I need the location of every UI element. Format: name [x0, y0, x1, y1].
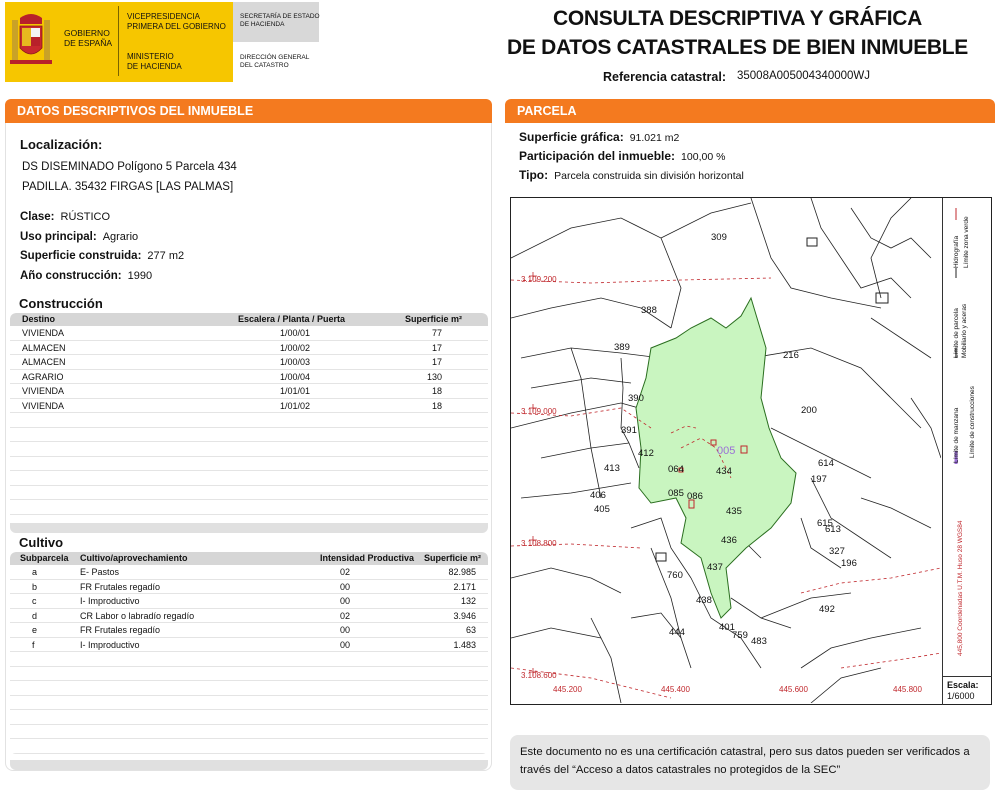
table-cell: VIVIENDA — [22, 328, 65, 338]
table-cell: 00 — [340, 625, 351, 635]
coord-x-label: 445.600 — [779, 685, 808, 694]
parcel-number-label: 005 — [717, 445, 736, 457]
table-cell: 02 — [340, 610, 351, 621]
table-cell: FR Frutales regadío — [80, 581, 161, 592]
coord-y-label: 3.108.600 — [521, 671, 557, 680]
parcel-number-label: 389 — [614, 342, 630, 353]
parcel-number-label: 196 — [841, 558, 857, 569]
construccion-table-header: Destino Escalera / Planta / Puerta Superficie m² — [10, 313, 488, 326]
table-row — [10, 609, 488, 624]
table-row — [10, 638, 488, 653]
disclaimer-note: Este documento no es una certificación catastral, pero sus datos pueden ser verificados a través del “Acceso a datos catastrales no protegidos de la SEC” — [510, 735, 990, 790]
ref-value: 35008A005004340000WJ — [737, 70, 871, 82]
table-cell: 00 — [340, 581, 351, 592]
parcel-number-label: 327 — [829, 546, 845, 557]
table-cell: c — [32, 596, 37, 606]
legend-mobiliario: Mobiliario y aceras — [961, 303, 968, 358]
legend-hidrografia: Hidrografía — [953, 235, 960, 268]
map-scale: Escala: 1/6000 — [942, 676, 992, 705]
table-cell: 18 — [431, 400, 442, 411]
secretaria-text: SECRETARÍA DE ESTADO DE HACIENDA — [240, 13, 320, 28]
cultivo-table-header: Subparcela Cultivo/aprovechamiento Intensidad Productiva Superficie m² — [10, 552, 488, 565]
parcel-number-label: 412 — [638, 448, 654, 459]
table-cell: 77 — [431, 328, 442, 338]
table-row — [10, 384, 488, 399]
table-cell: b — [32, 581, 38, 592]
parcel-number-label: 444 — [669, 627, 685, 638]
parcel-number-label: 759 — [732, 630, 748, 641]
parcel-number-label: 085 — [668, 488, 684, 499]
parcel-number-label: 615 — [817, 518, 833, 529]
parcel-number-label: 406 — [590, 490, 606, 501]
table-cell: 17 — [431, 357, 442, 367]
parcel-number-label: 435 — [726, 506, 742, 517]
legend-crs: 445,800 Coordenadas U.T.M. Huso 28 WGS84 — [957, 520, 964, 656]
parcel-number-label: 216 — [783, 350, 799, 361]
referencia-catastral — [603, 70, 871, 84]
cadastral-map[interactable] — [510, 197, 992, 705]
parcel-number-label: 401 — [719, 622, 735, 633]
table-row — [10, 442, 488, 457]
table-cell: 1/00/02 — [280, 342, 311, 353]
legend-limite-parcela: Límite de parcela — [953, 308, 960, 358]
coord-y-label: 3.108.800 — [521, 539, 557, 548]
table-cell: 1.483 — [453, 639, 476, 650]
table-row — [10, 667, 488, 682]
datos-descriptivos-header: DATOS DESCRIPTIVOS DEL INMUEBLE — [5, 99, 492, 123]
parcel-number-label: 413 — [604, 463, 620, 474]
coord-y-label: 3.109.200 — [521, 275, 557, 284]
table-cell: 1/00/04 — [280, 371, 311, 382]
coord-y-label: 3.109.000 — [521, 407, 557, 416]
coord-x-label: 445.200 — [553, 685, 582, 694]
parcel-number-label: 613 — [825, 524, 841, 535]
table-row — [10, 580, 488, 595]
parcel-number-label: 200 — [801, 405, 817, 416]
table-cell: VIVIENDA — [22, 386, 65, 396]
table-row — [10, 457, 488, 472]
table-row — [10, 565, 488, 580]
table-cell: a — [32, 567, 38, 577]
table-row — [10, 399, 488, 414]
table-row — [10, 500, 488, 515]
table-cell: 63 — [465, 625, 476, 635]
table-cell: 00 — [340, 639, 351, 650]
table-cell: e — [32, 625, 38, 635]
table-row — [10, 652, 488, 667]
superficie-construida-field: Superficie construida: 277 m2 — [20, 250, 185, 262]
table-cell: FR Frutales regadío — [80, 625, 161, 635]
parcel-number-label: 086 — [687, 491, 703, 502]
legend-construcciones: Límite de construcciones — [969, 386, 976, 458]
parcel-number-label: 437 — [707, 562, 723, 573]
cultivo-title: Cultivo — [19, 535, 64, 550]
vicepresidencia-text: VICEPRESIDENCIA PRIMERA DEL GOBIERNO — [127, 12, 226, 31]
table-row — [10, 739, 488, 754]
table-cell: ALMACEN — [22, 357, 66, 367]
parcel-number-label: 388 — [641, 305, 657, 316]
table-cell: 3.946 — [453, 610, 476, 621]
map-drawing — [511, 198, 941, 703]
table-row — [10, 710, 488, 725]
table-row — [10, 681, 488, 696]
table-row — [10, 594, 488, 609]
localizacion-line2: PADILLA. 35432 FIRGAS [LAS PALMAS] — [22, 181, 234, 193]
table-cell: 18 — [431, 386, 442, 396]
tipo-field: Tipo: Parcela construida sin división horizontal — [519, 168, 744, 182]
construccion-table — [10, 313, 488, 529]
parcel-number-label: 436 — [721, 535, 737, 546]
table-cell: CR Labor o labradío regadío — [80, 610, 195, 621]
table-cell: AGRARIO — [22, 371, 64, 382]
table-cell: 1/00/03 — [280, 357, 311, 367]
table-cell: E- Pastos — [80, 567, 120, 577]
anio-construccion-field: Año construcción: 1990 — [20, 270, 153, 282]
parcela-header: PARCELA — [505, 99, 995, 123]
gobierno-text: GOBIERNO DE ESPAÑA — [64, 28, 113, 48]
ref-label: Referencia catastral: — [603, 70, 726, 84]
participacion-field: Participación del inmueble: 100,00 % — [519, 149, 726, 163]
ministerio-text: MINISTERIO DE HACIENDA — [127, 52, 182, 71]
coord-x-label: 445.800 — [893, 685, 922, 694]
table-row — [10, 370, 488, 385]
construccion-title: Construcción — [19, 296, 103, 311]
direccion-general-text: DIRECCIÓN GENERAL DEL CATASTRO — [240, 54, 310, 69]
parcel-number-label: 760 — [667, 570, 683, 581]
table-cell: 1/01/02 — [280, 400, 311, 411]
parcel-number-label: 434 — [716, 466, 732, 477]
cultivo-table-footer — [10, 760, 488, 770]
uso-principal-field: Uso principal: Agrario — [20, 231, 139, 243]
localizacion-label: Localización: — [20, 137, 103, 152]
table-row — [10, 355, 488, 370]
table-cell: I- Improductivo — [80, 596, 140, 606]
map-legend — [942, 198, 990, 676]
coord-x-label: 445.400 — [661, 685, 690, 694]
parcel-number-label: 064 — [668, 464, 684, 475]
clase-field: Clase: RÚSTICO — [20, 211, 111, 223]
table-cell: 1/01/01 — [280, 386, 311, 396]
localizacion-line1: DS DISEMINADO Polígono 5 Parcela 434 — [22, 161, 237, 173]
parcel-number-label: 438 — [696, 595, 712, 606]
parcel-number-label: 405 — [594, 504, 610, 515]
table-cell: 1/00/01 — [280, 328, 311, 338]
legend-zona-verde: Límite zona verde — [963, 216, 970, 268]
table-cell: ALMACEN — [22, 342, 66, 353]
table-row — [10, 428, 488, 443]
table-row — [10, 413, 488, 428]
table-row — [10, 341, 488, 356]
legend-drawing — [943, 198, 991, 676]
legend-limite-manzana: Límite de manzana — [953, 407, 960, 463]
table-row — [10, 725, 488, 740]
construccion-table-footer — [10, 523, 488, 533]
table-cell: VIVIENDA — [22, 400, 65, 411]
table-cell: 82.985 — [448, 567, 476, 577]
table-cell: 02 — [340, 567, 351, 577]
logo-divider — [118, 6, 119, 76]
table-cell: 130 — [426, 371, 442, 382]
table-row — [10, 486, 488, 501]
table-row — [10, 623, 488, 638]
cultivo-table — [10, 552, 488, 754]
parcel-number-label: 197 — [811, 474, 827, 485]
table-row — [10, 326, 488, 341]
superficie-grafica-field: Superficie gráfica: 91.021 m2 — [519, 130, 680, 144]
parcel-number-label: 483 — [751, 636, 767, 647]
parcel-number-label: 309 — [711, 232, 727, 243]
table-cell: f — [32, 639, 35, 650]
table-cell: 00 — [340, 596, 351, 606]
coat-of-arms-icon — [8, 10, 54, 68]
table-cell: 17 — [431, 342, 442, 353]
parcel-number-label: 614 — [818, 458, 834, 469]
table-row — [10, 696, 488, 711]
table-cell: 132 — [460, 596, 476, 606]
table-cell: I- Improductivo — [80, 639, 140, 650]
page-title: CONSULTA DESCRIPTIVA Y GRÁFICA DE DATOS CATASTRALES DE BIEN INMUEBLE — [506, 7, 969, 59]
table-cell: 2.171 — [453, 581, 476, 592]
parcel-number-label: 391 — [621, 425, 637, 436]
table-cell: d — [32, 610, 38, 621]
table-row — [10, 471, 488, 486]
parcel-number-label: 492 — [819, 604, 835, 615]
parcel-number-label: 390 — [628, 393, 644, 404]
